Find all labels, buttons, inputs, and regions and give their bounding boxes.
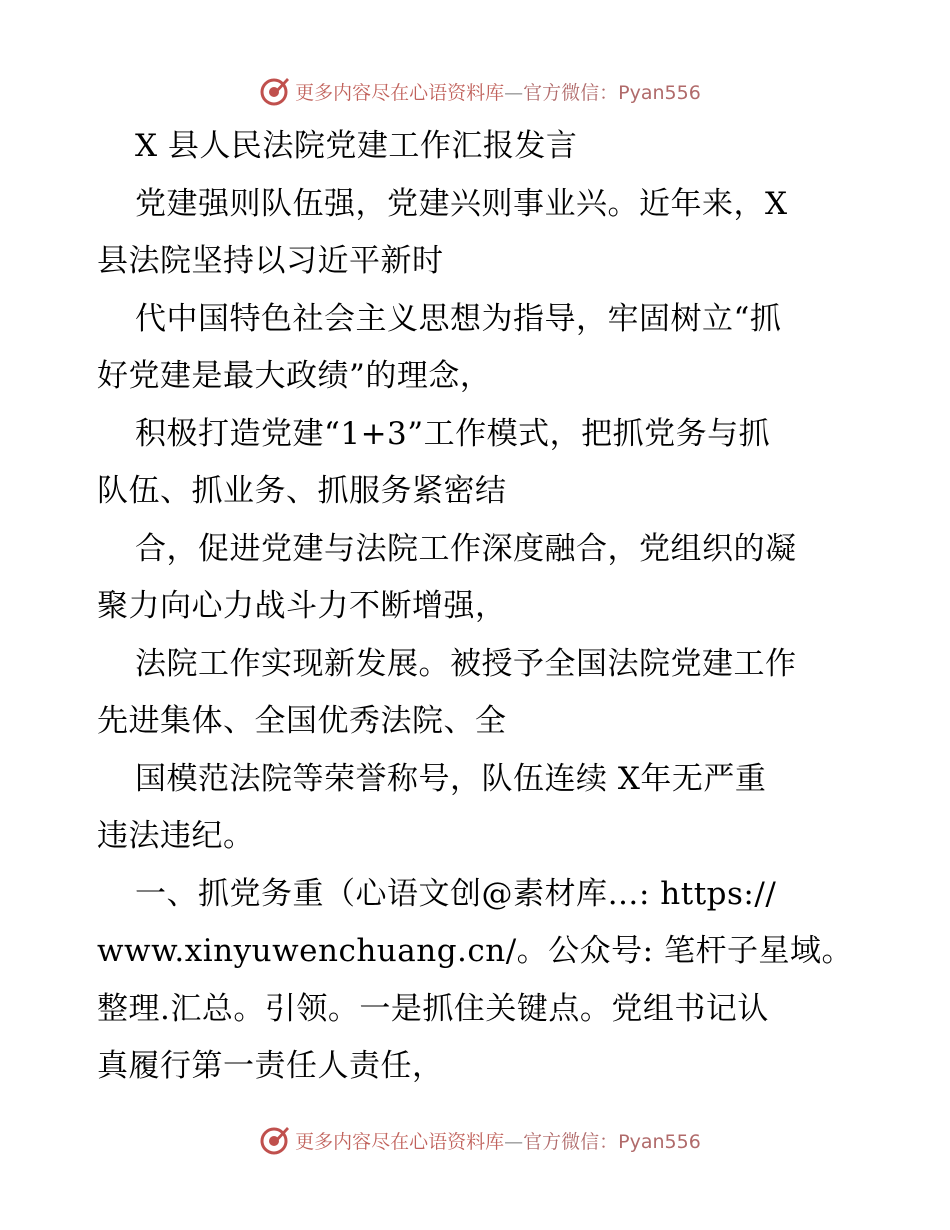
footer-banner-wechat: 官方微信：Pyan556 — [523, 1130, 701, 1153]
footer-banner-dash: — — [504, 1130, 524, 1153]
doc-line: 积极打造党建“1+3”工作模式，把抓党务与抓 — [135, 415, 771, 452]
footer-banner-main: 更多内容尽在心语资料库 — [295, 1130, 505, 1153]
header-banner-main: 更多内容尽在心语资料库 — [295, 81, 505, 104]
doc-title: X 县人民法院党建工作汇报发言 — [135, 128, 578, 164]
doc-line: 合，促进党建与法院工作深度融合，党组织的凝 — [135, 530, 797, 567]
header-banner-dash: — — [504, 81, 524, 104]
doc-line: 整理.汇总。引领。一是抓住关键点。党组书记认 — [97, 990, 769, 1027]
doc-line: 法院工作实现新发展。被授予全国法院党建工作 — [135, 645, 797, 682]
footer-banner — [0, 1120, 950, 1160]
doc-section-heading: 一、抓党务重（心语文创@素材库…: https:// — [135, 875, 777, 912]
doc-line: www.xinyuwenchuang.cn/。公众号: 笔杆子星域。 — [97, 933, 853, 969]
doc-line: 聚力向心力战斗力不断增强， — [97, 588, 507, 624]
header-banner — [0, 71, 950, 111]
doc-line: 先进集体、全国优秀法院、全 — [97, 703, 507, 739]
header-banner-text — [295, 78, 701, 105]
doc-line: 真履行第一责任人责任， — [97, 1048, 444, 1084]
footer-banner-content — [259, 1124, 701, 1156]
document-body — [97, 118, 857, 1096]
doc-line: 好党建是最大政绩”的理念， — [97, 358, 492, 394]
doc-line: 国模范法院等荣誉称号，队伍连续 X年无严重 — [135, 760, 767, 797]
brush-logo-icon — [259, 75, 291, 107]
doc-line: 代中国特色社会主义思想为指导，牢固树立“抓 — [135, 300, 782, 337]
doc-line: 县法院坚持以习近平新时 — [97, 243, 444, 279]
header-banner-content — [259, 75, 701, 107]
header-banner-wechat: 官方微信：Pyan556 — [523, 81, 701, 104]
doc-line: 违法违纪。 — [97, 818, 255, 854]
brush-logo-icon — [259, 1124, 291, 1156]
doc-line: 党建强则队伍强，党建兴则事业兴。近年来，X — [135, 185, 788, 222]
footer-banner-text — [295, 1127, 701, 1154]
doc-line: 队伍、抓业务、抓服务紧密结 — [97, 473, 507, 509]
